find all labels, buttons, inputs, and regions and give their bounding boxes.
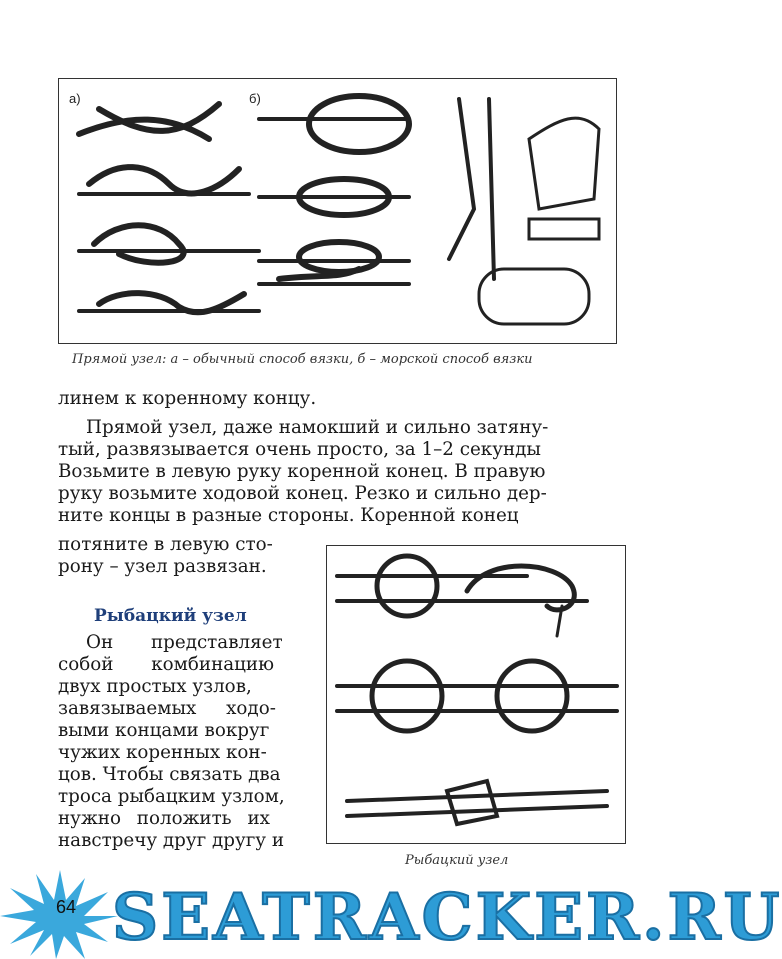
right-figure-caption: Рыбацкий узел	[405, 853, 509, 868]
body-line-0: линем к коренному концу.	[58, 388, 317, 409]
label-b: б)	[249, 91, 261, 106]
body-line-2: тый, развязывается очень просто, за 1–2 секунды	[58, 439, 541, 460]
top-figure-caption: Прямой узел: а – обычный способ вязки, б – морской способ вязки	[72, 352, 533, 367]
fisherman-knot-figure	[326, 545, 626, 844]
body-line-4: руку возьмите ходовой конец. Резко и сильно дер-	[58, 483, 547, 504]
narrow-top-line-0: потяните в левую сто-	[58, 534, 273, 555]
section-heading: Рыбацкий узел	[94, 606, 247, 626]
straight-knot-figure	[58, 78, 617, 344]
narrow-line-0: Он представляет	[86, 632, 283, 653]
fisherman-knot-illustration	[327, 546, 625, 843]
narrow-line-9: навстречу друг другу и	[58, 830, 285, 851]
watermark: SEATRACKER.RU	[112, 880, 782, 955]
narrow-line-7: троса рыбацким узлом,	[58, 786, 285, 807]
narrow-top-line-1: рону – узел развязан.	[58, 556, 267, 577]
narrow-line-6: цов. Чтобы связать два	[58, 764, 281, 785]
narrow-line-8: нужно положить их	[58, 808, 270, 829]
narrow-line-5: чужих коренных кон-	[58, 742, 267, 763]
body-line-3: Возьмите в левую руку коренной конец. В правую	[58, 461, 546, 482]
narrow-line-1: собой комбинацию	[58, 654, 275, 675]
straight-knot-illustration	[59, 79, 616, 343]
narrow-line-2: двух простых узлов,	[58, 676, 252, 697]
narrow-line-4: выми концами вокруг	[58, 720, 270, 741]
page-number: 64	[56, 897, 77, 917]
narrow-line-3: завязываемых ходо-	[58, 698, 276, 719]
body-line-5: ните концы в разные стороны. Коренной конец	[58, 505, 519, 526]
body-line-1: Прямой узел, даже намокший и сильно затяну-	[86, 417, 549, 438]
label-a: а)	[69, 91, 81, 106]
